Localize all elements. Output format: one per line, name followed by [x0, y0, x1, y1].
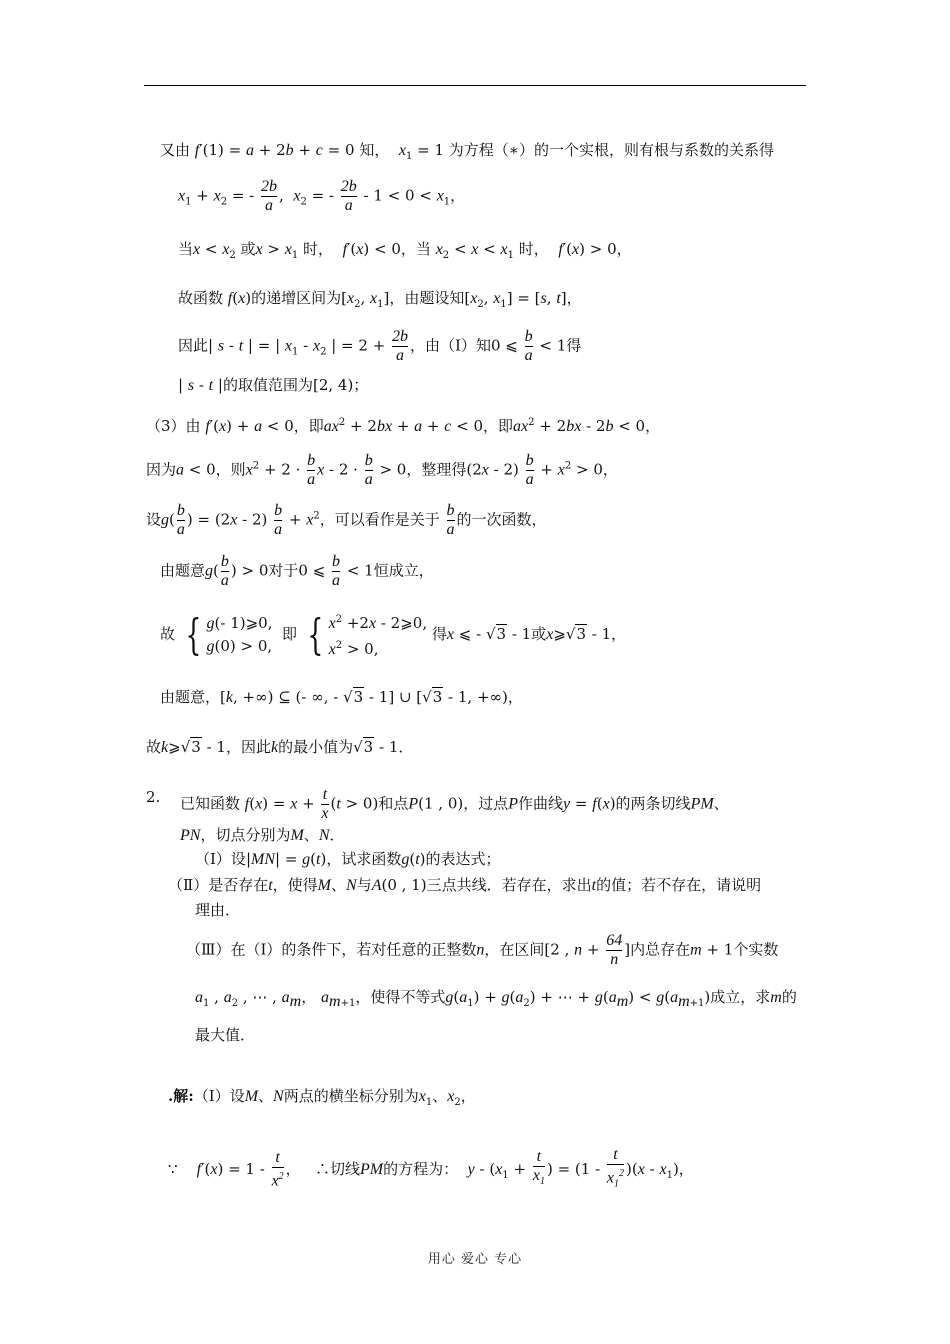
text-line: （Ⅰ）设|MN| = g(t)，试求函数g(t)的表达式； — [195, 850, 501, 868]
text-line: 因此| s - t | = | $x_1 - x_2$ | = 2 + $\frac{2b}{a}$ ，由（Ⅰ）知0 ⩽ $\frac{b}{a}$ < 1得 — [178, 328, 582, 364]
text-line: 理由． — [195, 901, 241, 919]
text-line: 最大值． — [195, 1026, 256, 1044]
problem-number: 2. — [146, 788, 161, 806]
header-rule — [144, 85, 806, 86]
text-line: ∵ f′(x) = 1 - $\frac{t}{x^2}$ ， ∴切线PM的方程为： y - ($x_1$ + $\frac{t}{x_1}$ ) = (1 - $\frac{t}{x_1^2}$ )$(x - x_1)$， — [168, 1146, 694, 1194]
text-line: 当$x < x_2$ 或$x > x_1$ 时， f′(x) < 0，当 $x_2 < x < x_1$ 时， f′(x) > 0， — [178, 240, 632, 261]
text-line: 因为a < 0，则$x^2 + 2$ · $\frac{b}{a}$ x - 2 · $\frac{b}{a}$ > 0，整理得(2x - 2) $\frac{b}{a}$ + $x^2 > 0$， — [146, 452, 618, 488]
text-line: （Ⅱ）是否存在t，使得M、N与A(0 , 1)三点共线．若存在，求出t的值；若不存在，请说明 — [168, 876, 762, 894]
text-line: 设g( $\frac{b}{a}$ ) = (2x - 2) $\frac{b}{a}$ + $x^2$，可以看作是关于 $\frac{b}{a}$ 的一次函数， — [146, 502, 547, 538]
formula-line: $x_1 + x_2$ = - $\frac{2b}{a}$ , $x_2$ = - $\frac{2b}{a}$ - $1 < 0 < x_1$， — [178, 178, 466, 214]
text-line: （Ⅲ）在（Ⅰ）的条件下，若对任意的正整数n，在区间[2 , n + $\frac{64}{n}$ ]内总存在m + 1个实数 — [186, 932, 779, 968]
text-line: .解:（Ⅰ）设M、N两点的横坐标分别为$x_1$、$x_2$， — [168, 1087, 476, 1108]
text-line: 由题意g( $\frac{b}{a}$ ) > 0对于0 ⩽ $\frac{b}{a}$ < 1恒成立， — [160, 553, 434, 589]
text-line: 已知函数 f(x) = x + $\frac{t}{x}$ (t > 0)和点P(1 , 0)，过点P作曲线y = f(x)的两条切线PM、 — [180, 786, 729, 822]
text-line: $a_1$ , $a_2$ , ⋯ , $a_m$， $a_{m+1}$，使得不等式$g(a_1) + g(a_2)$ + ⋯ + $g(a_m) < g(a_{m+1})$成立，求m的 — [195, 988, 797, 1010]
text-line: 故函数 f(x)的递增区间为[$x_2$, $x_1$]，由题设知[$x_2$, $x_1] = [s$, t]， — [178, 289, 582, 310]
text-line: 由题意，[k, +∞) ⊆ (- ∞, - √3 - 1] ∪ [√3 - 1, +∞)， — [160, 688, 523, 706]
text-line: | s - t |的取值范围为[2, 4)； — [178, 376, 369, 394]
text-line: 故 { g(- 1)⩾0, g(0) > 0, 即 { $x^2 +2x$ - 2⩾0, $x^2 > 0$, 得x ⩽ - √3 - 1或x⩾√3 - 1， — [160, 610, 627, 659]
text-line: 故k⩾√3 - 1，因此k的最小值为√3 - 1． — [146, 738, 414, 756]
page-footer: 用心 爱心 专心 — [427, 1252, 523, 1267]
text-line: PN，切点分别为M、N． — [180, 826, 345, 844]
text-line: 又由 f′(1) = a + 2b + c = 0 知， $x_1 = 1$ 为方程（∗）的一个实根，则有根与系数的关系得 — [160, 141, 774, 162]
text-line: （3）由 f′(x) + a < 0，即$ax^2 + 2bx + a + c < 0$，即$ax^2 + 2bx - 2b < 0$， — [146, 417, 661, 435]
